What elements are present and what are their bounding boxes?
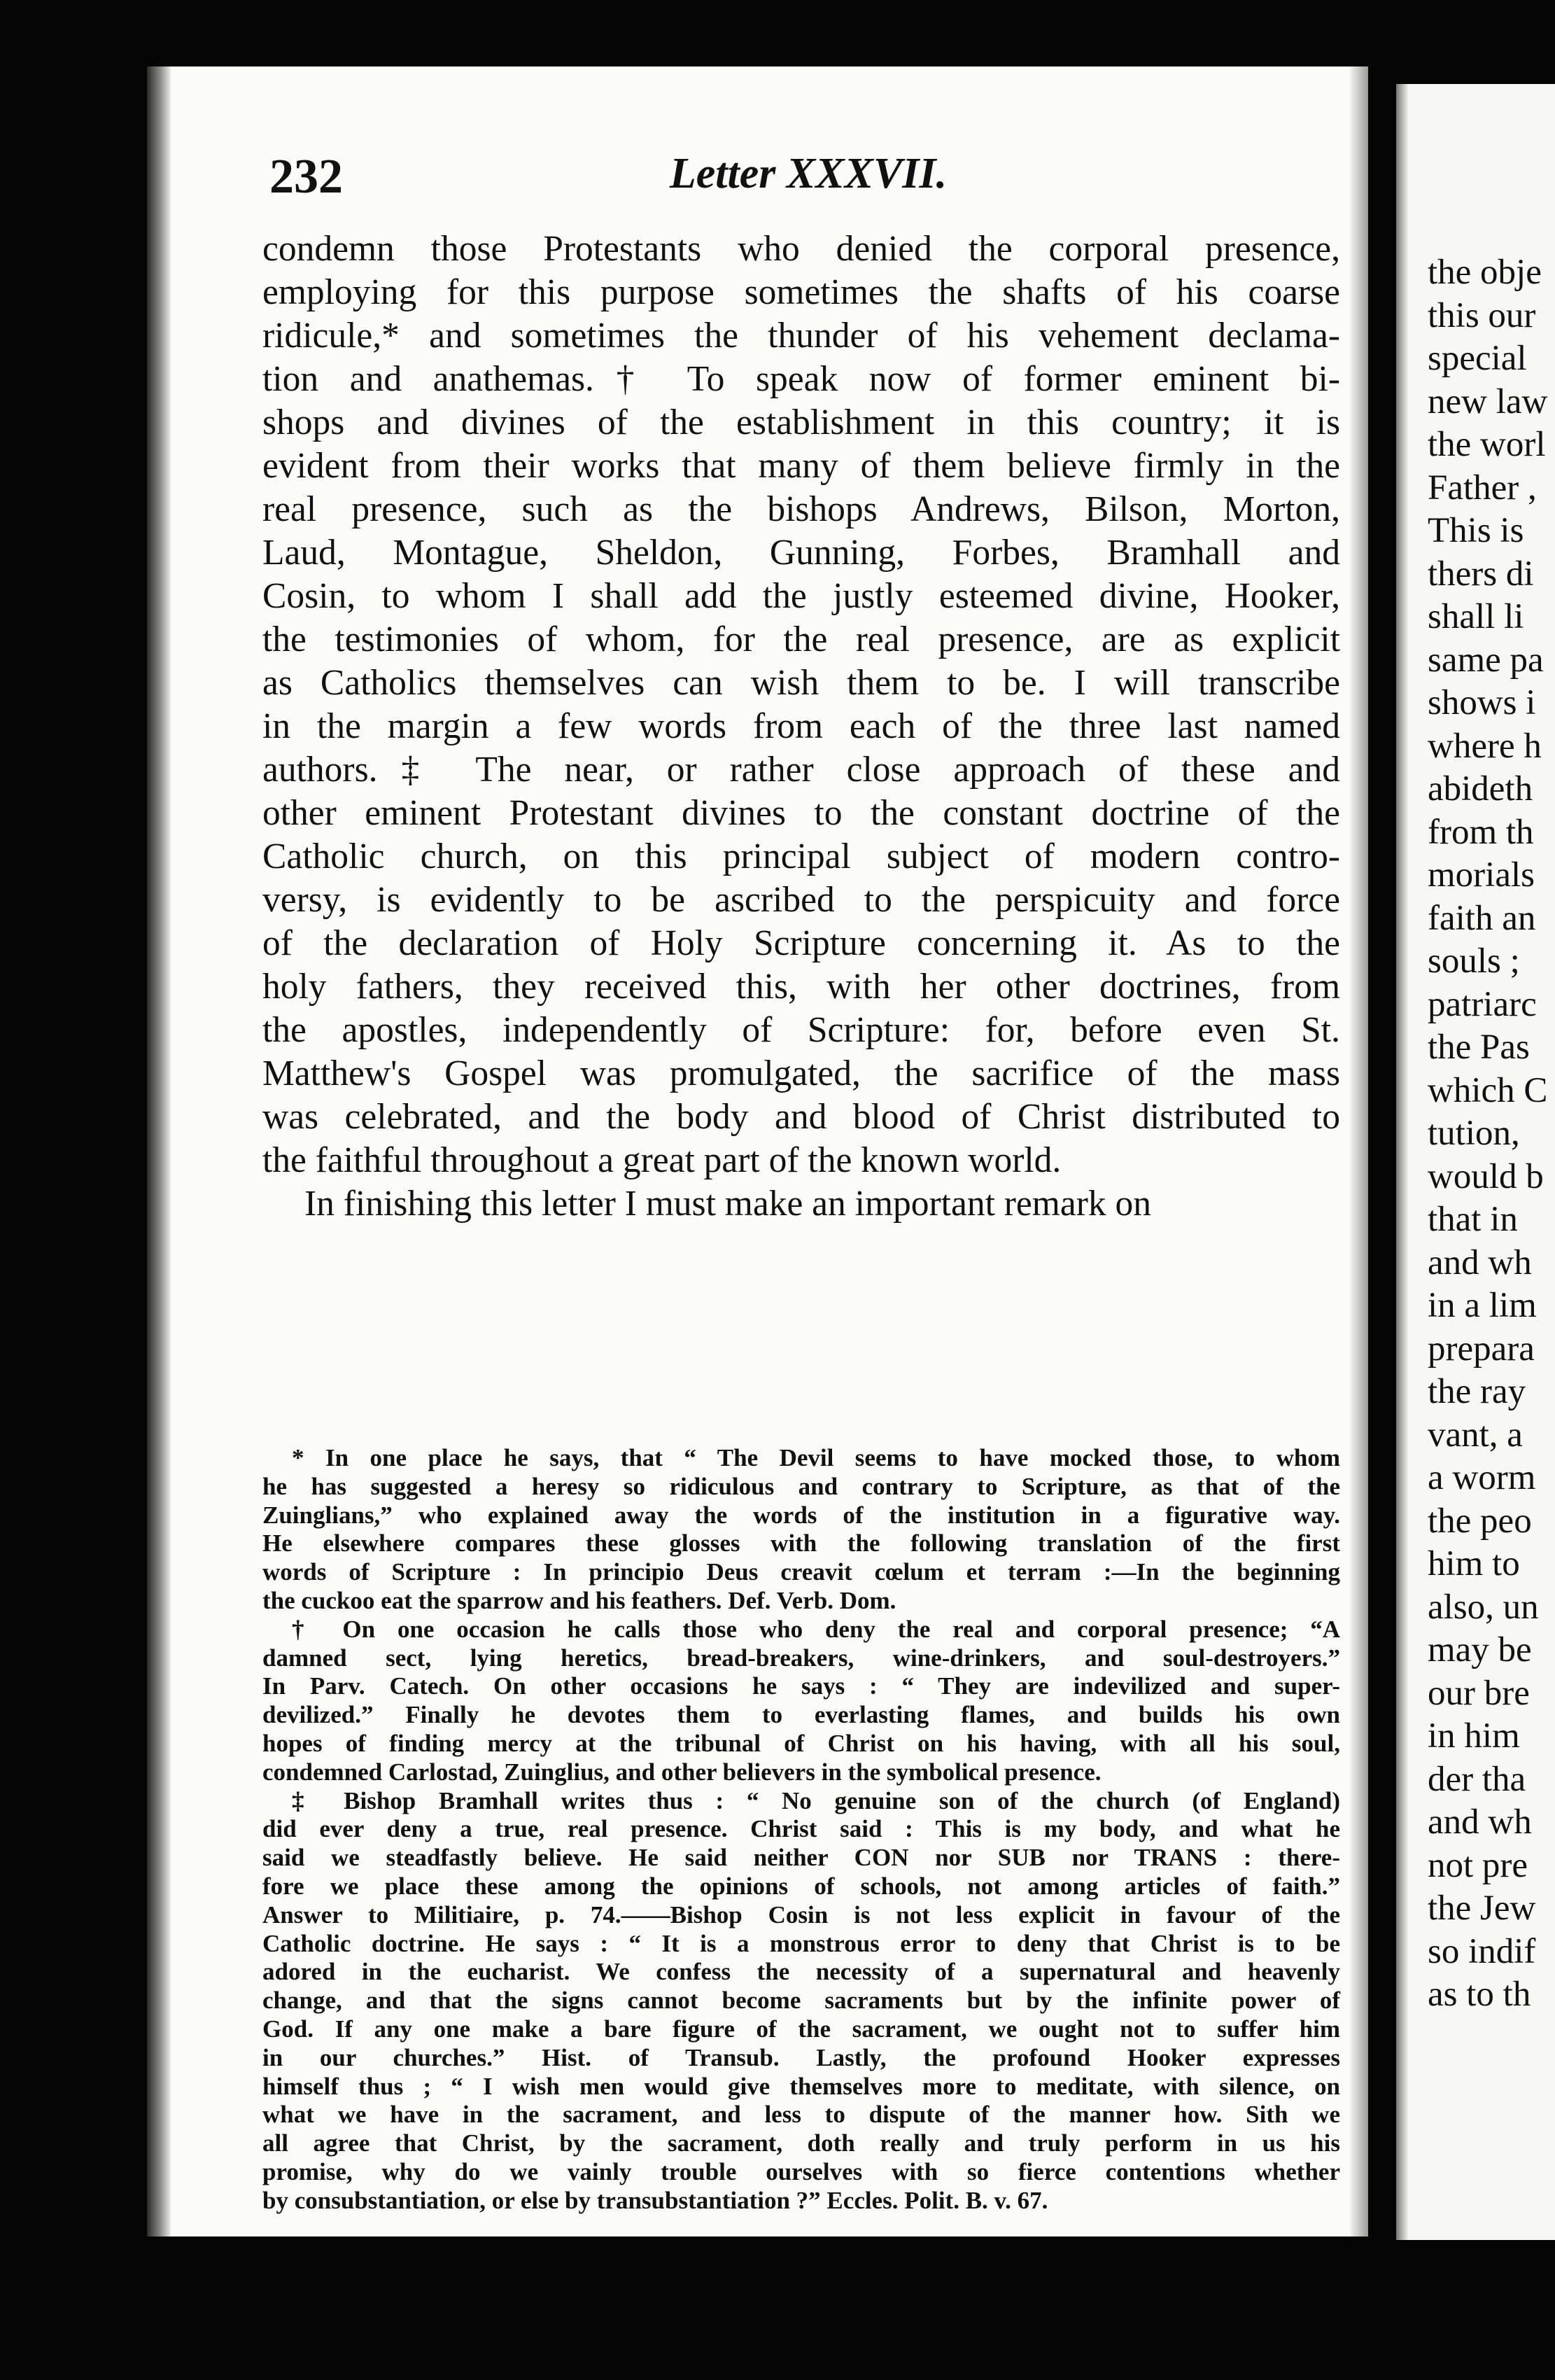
footnote-line: change, and that the signs cannot become sacraments but by the infinite power of bbox=[262, 1987, 1340, 2015]
text-line: real presence, such as the bishops Andrews, Bilson, Morton, bbox=[262, 489, 1340, 529]
footnote-line: † On one occasion he calls those who deny the real and corporal presence; “A bbox=[292, 1615, 1340, 1643]
facing-page-line: also, un bbox=[1428, 1587, 1539, 1627]
facing-page-line: shall li bbox=[1428, 597, 1524, 636]
facing-page-line: special bbox=[1428, 339, 1527, 378]
facing-page-line: faith an bbox=[1428, 898, 1536, 938]
facing-page-line: a worm bbox=[1428, 1458, 1536, 1497]
facing-page-line: the Pas bbox=[1428, 1028, 1530, 1067]
text-line: other eminent Protestant divines to the constant doctrine of the bbox=[262, 793, 1340, 833]
facing-page-line: thers di bbox=[1428, 554, 1534, 594]
footnote-line: what we have in the sacrament, and less to dispute of the manner how. Sith we bbox=[262, 2101, 1340, 2129]
footnote-line: God. If any one make a bare figure of the sacrament, we ought not to suffer him bbox=[262, 2015, 1340, 2043]
facing-page-line: in him bbox=[1428, 1716, 1520, 1756]
footnote-line: he has suggested a heresy so ridiculous and contrary to Scripture, as that of the bbox=[262, 1472, 1340, 1500]
facing-page-line: not pre bbox=[1428, 1845, 1528, 1885]
facing-page-line: so indif bbox=[1428, 1931, 1536, 1971]
facing-page-line: This is bbox=[1428, 511, 1524, 550]
text-line: authors.‡ The near, or rather close approach of these and bbox=[262, 750, 1340, 790]
footnote-line: by consubstantiation, or else by transubstantiation ?” Eccles. Polit. B. v. 67. bbox=[262, 2186, 1048, 2214]
footnote-line: hopes of finding mercy at the tribunal of Christ on his having, with all his soul, bbox=[262, 1729, 1340, 1757]
facing-page-line: souls ; bbox=[1428, 941, 1520, 981]
text-line: the testimonies of whom, for the real presence, are as explicit bbox=[262, 620, 1340, 659]
text-line: was celebrated, and the body and blood of Christ distributed to bbox=[262, 1097, 1340, 1137]
footnote-line: fore we place these among the opinions of schools, not among articles of faith.” bbox=[262, 1872, 1340, 1900]
facing-page-line: vant, a bbox=[1428, 1415, 1523, 1455]
facing-page-line: where h bbox=[1428, 726, 1542, 766]
text-line: evident from their works that many of them believe firmly in the bbox=[262, 446, 1340, 486]
facing-page-line: the worl bbox=[1428, 425, 1546, 464]
facing-page-line: the Jew bbox=[1428, 1889, 1536, 1928]
facing-page-line: shows i bbox=[1428, 683, 1536, 722]
facing-page-line: morials bbox=[1428, 855, 1535, 895]
facing-page-line: our bre bbox=[1428, 1673, 1530, 1713]
text-line: shops and divines of the establishment in this country; it is bbox=[262, 402, 1340, 442]
book-page bbox=[147, 66, 1368, 2236]
facing-page-line: prepara bbox=[1428, 1329, 1535, 1368]
footnote-line: did ever deny a true, real presence. Christ said : This is my body, and what he bbox=[262, 1815, 1340, 1843]
text-line: Cosin, to whom I shall add the justly esteemed divine, Hooker, bbox=[262, 576, 1340, 616]
text-line: holy fathers, they received this, with her other doctrines, from bbox=[262, 967, 1340, 1007]
facing-page-line: same pa bbox=[1428, 640, 1544, 680]
facing-page-line: from th bbox=[1428, 812, 1534, 852]
facing-page-edge bbox=[1396, 84, 1555, 2240]
footnote-line: condemned Carlostad, Zuinglius, and other believers in the symbolical presence. bbox=[262, 1758, 1102, 1786]
text-line: of the declaration of Holy Scripture concerning it. As to the bbox=[262, 923, 1340, 963]
text-line: employing for this purpose sometimes the shafts of his coarse bbox=[262, 272, 1340, 312]
facing-page-line: der tha bbox=[1428, 1759, 1526, 1799]
text-line: the faithful throughout a great part of the known world. bbox=[262, 1140, 1062, 1180]
facing-page-line: this our bbox=[1428, 295, 1536, 335]
footnote-line: the cuckoo eat the sparrow and his feathers. Def. Verb. Dom. bbox=[262, 1586, 896, 1614]
text-line: Laud, Montague, Sheldon, Gunning, Forbes, Bramhall and bbox=[262, 533, 1340, 573]
footnote-line: ‡ Bishop Bramhall writes thus : “ No genuine son of the church (of England) bbox=[292, 1786, 1340, 1814]
text-line: Catholic church, on this principal subject of modern contro- bbox=[262, 836, 1340, 876]
main-text bbox=[262, 227, 1340, 1226]
facing-page-line: tution, bbox=[1428, 1114, 1520, 1153]
facing-page-line: that in bbox=[1428, 1200, 1518, 1239]
facing-page-line: new law bbox=[1428, 382, 1548, 421]
footnote-line: himself thus ; “ I wish men would give themselves more to meditate, with silence, on bbox=[262, 2072, 1340, 2100]
footnote-line: Answer to Militiaire, p. 74.——Bishop Cosin is not less explicit in favour of the bbox=[262, 1900, 1340, 1928]
footnote-line: * In one place he says, that “ The Devil seems to have mocked those, to whom bbox=[292, 1444, 1340, 1471]
footnote-line: in our churches.” Hist. of Transub. Lastly, the profound Hooker expresses bbox=[262, 2043, 1340, 2071]
facing-page-line: may be bbox=[1428, 1630, 1532, 1670]
text-line: the apostles, independently of Scripture: for, before even St. bbox=[262, 1010, 1340, 1050]
facing-page-line: patriarc bbox=[1428, 984, 1537, 1024]
facing-page-line: and wh bbox=[1428, 1802, 1532, 1842]
facing-page-line: in a lim bbox=[1428, 1286, 1537, 1325]
text-line: versy, is evidently to be ascribed to the perspicuity and force bbox=[262, 880, 1340, 920]
text-line: in the margin a few words from each of the three last named bbox=[262, 706, 1340, 746]
facing-page-line: Father , bbox=[1428, 468, 1537, 507]
facing-page-line: and wh bbox=[1428, 1242, 1532, 1282]
facing-page-line: abideth bbox=[1428, 769, 1533, 808]
footnote-line: Zuinglians,” who explained away the words of the institution in a figurative way. bbox=[262, 1501, 1340, 1529]
running-head: Letter XXXVII. bbox=[669, 150, 948, 197]
text-line: condemn those Protestants who denied the corporal presence, bbox=[262, 229, 1340, 269]
facing-page-line: the obje bbox=[1428, 253, 1542, 292]
footnote-line: all agree that Christ, by the sacrament, doth really and truly perform in us his bbox=[262, 2129, 1340, 2157]
footnote-line: devilized.” Finally he devotes them to everlasting flames, and builds his own bbox=[262, 1701, 1340, 1729]
footnotes bbox=[262, 1444, 1340, 2216]
page-number: 232 bbox=[269, 150, 343, 204]
footnote-line: promise, why do we vainly trouble ourselves with so fierce contentions whether bbox=[262, 2157, 1340, 2185]
footnote-line: Catholic doctrine. He says : “ It is a monstrous error to deny that Christ is to be bbox=[262, 1929, 1340, 1957]
text-line: Matthew's Gospel was promulgated, the sacrifice of the mass bbox=[262, 1054, 1340, 1093]
footnote-line: adored in the eucharist. We confess the necessity of a supernatural and heavenly bbox=[262, 1958, 1340, 1986]
text-line: ridicule,* and sometimes the thunder of his vehement declama- bbox=[262, 316, 1340, 356]
facing-page-line: the peo bbox=[1428, 1501, 1532, 1541]
footnote-line: said we steadfastly believe. He said neither CON nor SUB nor TRANS : there- bbox=[262, 1844, 1340, 1872]
footnote-line: He elsewhere compares these glosses with the following translation of the first bbox=[262, 1530, 1340, 1558]
facing-page-line: the ray bbox=[1428, 1372, 1526, 1411]
text-line: In finishing this letter I must make an important remark on bbox=[304, 1184, 1151, 1224]
footnote-line: In Parv. Catech. On other occasions he says : “ They are indevilized and super- bbox=[262, 1672, 1340, 1700]
facing-page-line: which C bbox=[1428, 1070, 1548, 1110]
facing-page-line: as to th bbox=[1428, 1975, 1531, 2014]
facing-page-line: him to bbox=[1428, 1544, 1520, 1583]
footnote-line: words of Scripture : In principio Deus creavit cœlum et terram :—In the beginning bbox=[262, 1558, 1340, 1586]
page-header bbox=[269, 149, 1347, 212]
footnote-line: damned sect, lying heretics, bread-breakers, wine-drinkers, and soul-destroyers.” bbox=[262, 1644, 1340, 1672]
text-line: tion and anathemas.† To speak now of former eminent bi- bbox=[262, 359, 1340, 399]
text-line: as Catholics themselves can wish them to be. I will transcribe bbox=[262, 663, 1340, 703]
facing-page-line: would b bbox=[1428, 1156, 1544, 1196]
